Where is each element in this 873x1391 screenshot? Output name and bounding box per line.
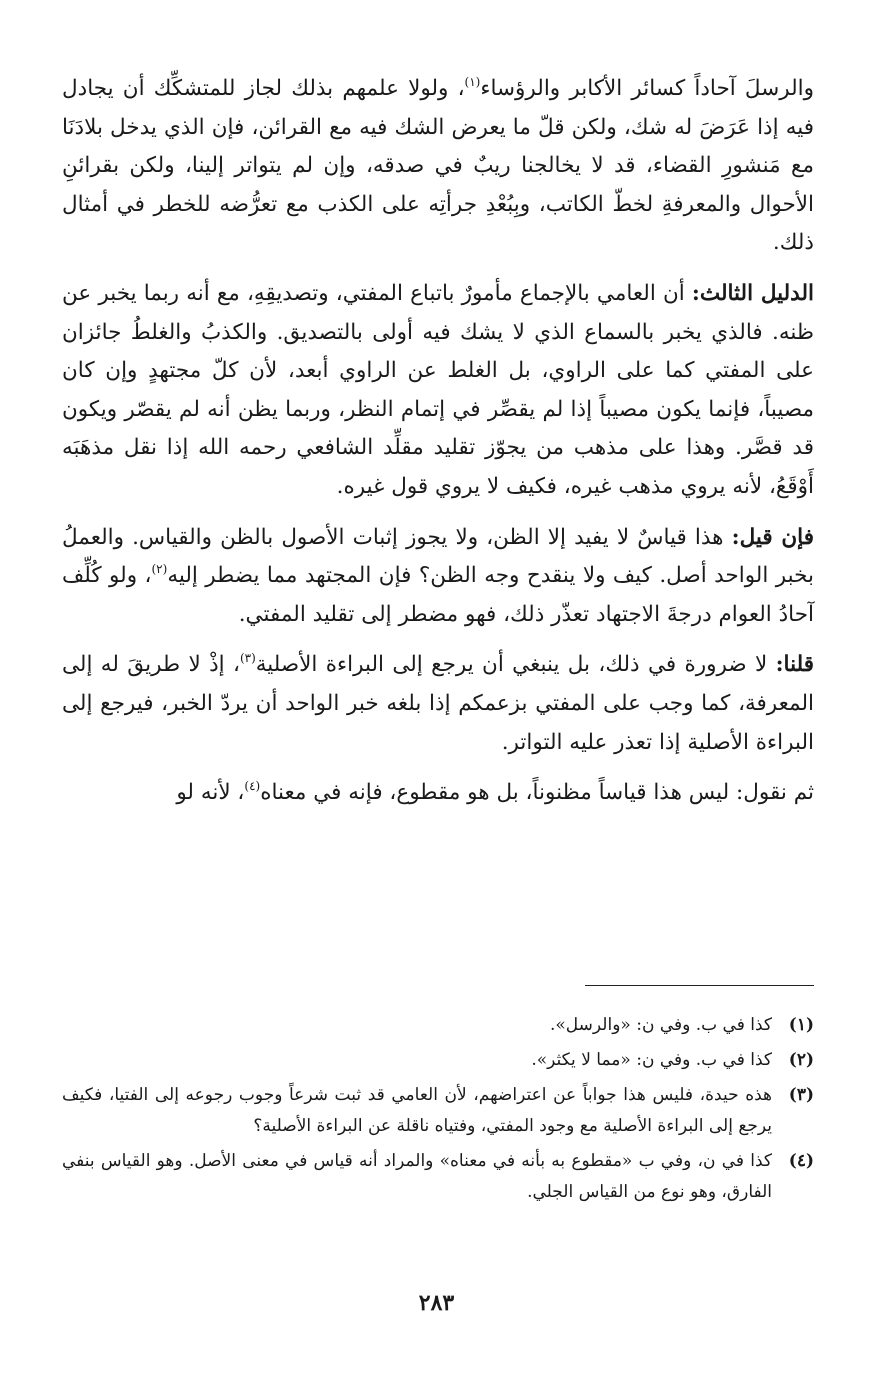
- paragraph-heading: قلنا:: [775, 652, 814, 678]
- footnote-text: كذا في ن، وفي ب «مقطوع به بأنه في معناه» والمراد أنه قياس في معنى الأصل. وهو القياس بنفي الفارق، وهو نوع من القياس الجلي.: [62, 1151, 772, 1202]
- paragraph-text: ، ولو كُلِّف آحادُ العوام درجةَ الاجتهاد تعذّر ذلك، فهو مضطر إلى تقليد المفتي.: [62, 563, 814, 627]
- footnote-item: [62, 1146, 814, 1208]
- main-text: [62, 70, 814, 825]
- footnote-text: كذا في ب. وفي ن: «والرسل».: [550, 1015, 772, 1035]
- footnote-text: هذه حيدة، فليس هذا جواباً عن اعتراضهم، لأن العامي قد ثبت شرعاً وجوب رجوعه إلى الفتيا، فكيف يرجع إلى البراءة الأصلية مع وجود المفتي، وفتياه ناقلة عن البراءة الأصلية؟: [62, 1085, 772, 1136]
- paragraph-3: [62, 519, 814, 635]
- footnote-ref-4[interactable]: (٤): [244, 779, 261, 794]
- footnote-number: (٢): [788, 1050, 814, 1070]
- paragraph-text: ثم نقول: ليس هذا قياساً مظنوناً، بل هو مقطوع، فإنه في معناه: [260, 780, 814, 806]
- paragraph-text: ، لأنه لو: [176, 780, 245, 806]
- footnotes: [62, 1010, 814, 1212]
- footnote-separator: [585, 985, 814, 986]
- paragraph-5: [62, 774, 814, 813]
- paragraph-text: أن العامي بالإجماع مأمورٌ باتباع المفتي، وتصديقِهِ، مع أنه ربما يخبر عن ظنه. فالذي يخبر بالسماع الذي لا يشك فيه أولى بالتصديق. والكذبُ والغلطُ جائزان على المفتي كما على الراوي، بل الغلط عن الراوي أبعد، لأن كلّ مجتهدٍ وإن كان مصيباً، فإنما يكون مصيباً إذا لم يقصِّر في إتمام النظر، وربما يظن أنه لم يقصّر ويكون قد قصَّر. وهذا على مذهب من يجوّز تقليد مقلِّد الشافعي رحمه الله إذا نقل مذهَبَه أَوْقَعُ، لأنه يروي مذهب غيره، فكيف لا يروي قول غيره.: [62, 280, 814, 499]
- footnote-number: (٤): [788, 1151, 814, 1171]
- footnote-number: (١): [788, 1015, 814, 1035]
- paragraph-text: ، إذْ لا طريقَ له إلى المعرفة، كما وجب على المفتي بزعمكم إذا بلغه خبر الواحد أن يردّ الخبر، فيرجع إلى البراءة الأصلية إذا تعذر عليه التواتر.: [62, 652, 814, 755]
- footnote-item: [62, 1045, 814, 1076]
- paragraph-4: [62, 646, 814, 762]
- paragraph-heading: فإن قيل:: [731, 524, 815, 550]
- footnote-ref-1[interactable]: (١): [464, 75, 481, 89]
- paragraph-text: ، ولولا علمهم بذلك لجاز للمتشكِّك أن يجادل فيه إذا عَرَضَ له شك، ولكن قلّ ما يعرض الشك فيه مع القرائن، فإن الذي يدخل بلادَنَا مع مَنشورِ القضاء، قد لا يخالجنا ريبٌ في صدقه، وإن لم يتواتر إلينا، ولكن بقرائنِ الأحوال والمعرفةِ لخطّ الكاتب، وبِبُعْدِ جرأتِه على الكذب مع تعرُّضه للخطر في أمثال ذلك.: [62, 76, 814, 256]
- paragraph-text: لا ضرورة في ذلك، بل ينبغي أن يرجع إلى البراءة الأصلية: [255, 652, 776, 678]
- footnote-ref-3[interactable]: (٣): [239, 651, 256, 666]
- footnote-ref-2[interactable]: (٢): [151, 562, 168, 577]
- footnote-item: [62, 1080, 814, 1142]
- paragraph-2: [62, 275, 814, 507]
- footnote-item: [62, 1010, 814, 1041]
- paragraph-1: [62, 70, 814, 263]
- paragraph-text: والرسلَ آحاداً كسائر الأكابر والرؤساء: [480, 76, 814, 101]
- paragraph-heading: الدليل الثالث:: [691, 280, 814, 306]
- paragraph-text: هذا قياسٌ لا يفيد إلا الظن، ولا يجوز إثبات الأصول بالظن والقياس. والعملُ بخبر الواحد أصل. كيف ولا ينقدح وجه الظن؟ فإن المجتهد مما يضطر إليه: [62, 524, 814, 589]
- footnote-number: (٣): [788, 1085, 814, 1105]
- page-number: ٢٨٣: [418, 1290, 455, 1316]
- footnote-text: كذا في ب. وفي ن: «مما لا يكثر».: [531, 1050, 772, 1070]
